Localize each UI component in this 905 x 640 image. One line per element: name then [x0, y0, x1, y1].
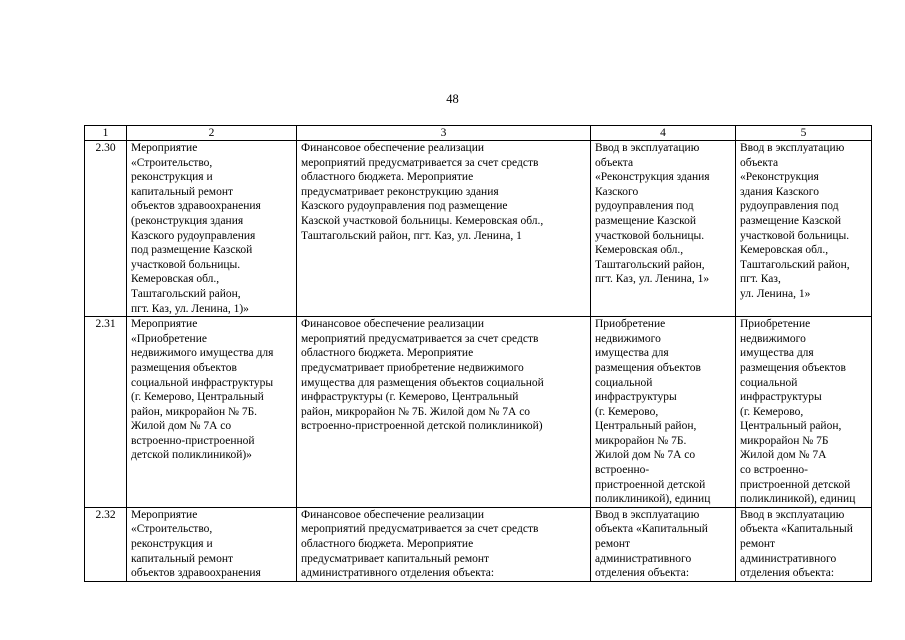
financing-description-cell: Финансовое обеспечение реализации мероприятий предусматривается за счет средств областного бюджета. Мероприятие предусматривает реконструкцию здания Казского рудоуправления под размещение Казской участковой больницы. Кемеровская обл., Таштагольский район, пгт. Каз, ул. Ленина, 1 [297, 141, 591, 317]
page-number: 48 [446, 92, 459, 106]
indicator-cell: Ввод в эксплуатацию объекта «Капитальный ремонт административного отделения объекта: [591, 507, 736, 581]
table-row [85, 141, 872, 317]
header-col-1: 1 [85, 126, 127, 141]
table-row [85, 507, 872, 581]
measure-name-cell: Мероприятие «Строительство, реконструкция и капитальный ремонт объектов здравоохранения [127, 507, 297, 581]
row-number: 2.32 [85, 507, 127, 581]
measure-name-cell: Мероприятие «Строительство, реконструкция и капитальный ремонт объектов здравоохранения (реконструкция здания Казского рудоуправления под размещение Казской участковой больницы. Кемеровская обл., Таштагольский район, пгт. Каз, ул. Ленина, 1)» [127, 141, 297, 317]
header-col-3: 3 [297, 126, 591, 141]
financing-description-cell: Финансовое обеспечение реализации мероприятий предусматривается за счет средств областного бюджета. Мероприятие предусматривает приобретение недвижимого имущества для размещения объектов социальной инфраструктуры (г. Кемерово, Центральный район, микрорайон № 7Б. Жилой дом № 7А со встроенно-пристроенной детской поликлиникой) [297, 317, 591, 508]
header-col-2: 2 [127, 126, 297, 141]
header-col-4: 4 [591, 126, 736, 141]
indicator-cell: Ввод в эксплуатацию объекта «Реконструкция здания Казского рудоуправления под размещение Казской участковой больницы. Кемеровская обл., Таштагольский район, пгт. Каз, ул. Ленина, 1» [591, 141, 736, 317]
financing-description-cell: Финансовое обеспечение реализации мероприятий предусматривается за счет средств областного бюджета. Мероприятие предусматривает капитальный ремонт административного отделения объекта: [297, 507, 591, 581]
measures-table [84, 125, 872, 582]
result-cell: Приобретение недвижимого имущества для размещения объектов социальной инфраструктуры (г. Кемерово, Центральный район, микрорайон № 7Б Жилой дом № 7А со встроенно- пристроенной детской поликлиникой), единиц [736, 317, 872, 508]
result-cell: Ввод в эксплуатацию объекта «Реконструкция здания Казского рудоуправления под размещение Казской участковой больницы. Кемеровская обл., Таштагольский район, пгт. Каз, ул. Ленина, 1» [736, 141, 872, 317]
header-col-5: 5 [736, 126, 872, 141]
row-number: 2.30 [85, 141, 127, 317]
indicator-cell: Приобретение недвижимого имущества для размещения объектов социальной инфраструктуры (г. Кемерово, Центральный район, микрорайон № 7Б. Жилой дом № 7А со встроенно- пристроенной детской поликлиникой), единиц [591, 317, 736, 508]
table-row [85, 317, 872, 508]
row-number: 2.31 [85, 317, 127, 508]
result-cell: Ввод в эксплуатацию объекта «Капитальный ремонт административного отделения объекта: [736, 507, 872, 581]
header-row [85, 126, 872, 141]
measure-name-cell: Мероприятие «Приобретение недвижимого имущества для размещения объектов социальной инфраструктуры (г. Кемерово, Центральный район, микрорайон № 7Б. Жилой дом № 7А со встроенно-пристроенной детской поликлиникой)» [127, 317, 297, 508]
